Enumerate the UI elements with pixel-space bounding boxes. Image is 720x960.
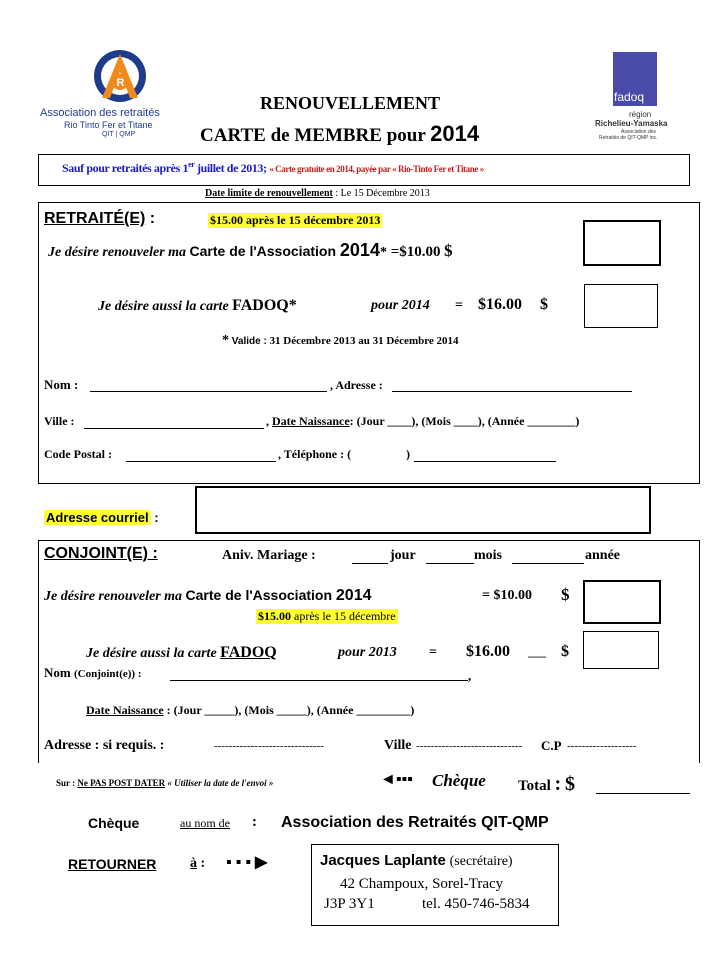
retraite-naissance: , Date Naissance: (Jour ____), (Mois ____), (Année ________) [266, 414, 580, 428]
retraite-postal-label: Code Postal : [44, 447, 112, 461]
payment-total-field[interactable] [596, 792, 690, 794]
payment-total-dollar: $ [564, 773, 575, 795]
conjoint-cp-field[interactable]: ------------------- [567, 740, 637, 752]
retraite-fadoq-line [98, 297, 297, 315]
conjoint-renew-prefix: Je désire renouveler ma [44, 589, 186, 604]
retourner-colon: : [200, 856, 206, 871]
title-year: 2014 [430, 121, 480, 146]
conjoint-renew-year: 2014 [335, 587, 372, 604]
conjoint-late-price [256, 609, 398, 624]
retraite-fadoq-price: $16.00 [478, 296, 522, 313]
conjoint-naissance [86, 703, 414, 718]
courriel-label-text: Adresse courriel [46, 510, 149, 525]
association-logo [40, 48, 200, 140]
conjoint-fadoq-year: pour 2013 [338, 645, 397, 660]
deadline [205, 188, 430, 199]
retraite-validity [222, 333, 459, 349]
retraite-fadoq-year: pour 2014 [371, 298, 430, 313]
conjoint-ville-label: Ville [384, 738, 412, 753]
retourner-arrow-icon: ▪ ▪ ▪ ▶ [226, 854, 268, 871]
conjoint-aniv: Aniv. Mariage : [222, 548, 316, 563]
payment-arrow-icon: ◄▪▪▪ [380, 771, 413, 788]
courriel-field[interactable] [195, 486, 651, 534]
notice-part1: Sauf pour retraités après 1 [62, 161, 189, 175]
retraite-ville-label: Ville : [44, 414, 75, 428]
address-role: (secrétaire) [449, 854, 513, 869]
conjoint-heading: CONJOINT(E) : [44, 545, 158, 562]
retraite-postal-field[interactable] [126, 460, 276, 462]
address-tel: tel. 450-746-5834 [422, 896, 530, 912]
conjoint-annee: année [585, 548, 620, 563]
fadoq-region: région [629, 110, 652, 119]
conjoint-aniv-mois-field[interactable] [426, 562, 474, 564]
address-name-line [320, 852, 513, 870]
address-name: Jacques Laplante [320, 852, 446, 869]
payment-total [518, 773, 575, 796]
conjoint-fadoq-dash: ___ [528, 645, 546, 659]
retraite-renew-price: =$10.00 [386, 244, 441, 260]
conjoint-fadoq-amount-box[interactable] [583, 631, 659, 669]
retraite-heading [44, 210, 155, 228]
conjoint-renew-price: = $10.00 [482, 588, 532, 603]
cheque-payee: Association des Retraités QIT-QMP [281, 814, 549, 831]
conjoint-fadoq-eq: = [429, 645, 437, 660]
fadoq-assoc-name: Retraités de QIT-QMP inc. [599, 135, 658, 141]
logo-subtitle: Rio Tinto Fer et Titane [64, 120, 153, 130]
retourner-a-text: à [190, 856, 197, 871]
validity-value: 31 Décembre 2013 au 31 Décembre 2014 [266, 335, 459, 347]
conjoint-aniv-jour-field[interactable] [352, 562, 388, 564]
retraite-renew-card: Carte de l'Association [189, 243, 340, 259]
deadline-value: : Le 15 Décembre 2013 [332, 188, 430, 199]
retraite-fadoq-eq: = [455, 298, 463, 313]
retourner-label: RETOURNER [68, 856, 157, 872]
conjoint-aniv-annee-field[interactable] [512, 562, 584, 564]
payment-cheque: Chèque [432, 771, 486, 790]
fadoq-logo [585, 52, 695, 142]
retraite-fadoq-name: FADOQ* [232, 297, 297, 314]
retraite-renew-star: * [379, 245, 387, 260]
conjoint-nom-field[interactable] [170, 679, 468, 681]
conjoint-nom-comma: , [468, 668, 472, 683]
payment-total-label: Total [518, 778, 551, 794]
retraite-renew-prefix: Je désire renouveler ma [48, 245, 190, 260]
address-street: 42 Champoux, Sorel-Tracy [340, 876, 504, 892]
fadoq-region-name: Richelieu-Yamaska [595, 119, 668, 128]
retraite-nom-label: Nom : [44, 377, 79, 392]
retraite-late-price: $15.00 après le 15 décembre 2013 [210, 213, 381, 227]
conjoint-fadoq-name: FADOQ [220, 644, 277, 661]
logo-code: QIT | QMP [102, 131, 136, 138]
title-carte [200, 121, 479, 147]
conjoint-fadoq-prefix: Je désire aussi la carte [86, 646, 221, 661]
deadline-label: Date limite de renouvellement [205, 188, 333, 199]
address-postal: J3P 3Y1 [324, 896, 375, 912]
conjoint-mois: mois [474, 548, 502, 563]
conjoint-naissance-fields[interactable]: : (Jour _____), (Mois _____), (Année _________) [166, 703, 415, 717]
conjoint-jour: jour [390, 548, 416, 563]
conjoint-cp-label: C.P [541, 738, 562, 753]
conjoint-renew-amount-box[interactable] [583, 580, 661, 624]
courriel-colon: : [154, 510, 159, 525]
retraite-renew-year: 2014 [339, 240, 380, 260]
title-renouvellement: RENOUVELLEMENT [260, 93, 441, 113]
retraite-fadoq-amount-box[interactable] [584, 284, 658, 328]
conjoint-fadoq-price: $16.00 [466, 643, 510, 660]
retraite-adresse-field[interactable] [392, 390, 632, 392]
retourner-a [190, 856, 205, 872]
retraite-nom-field[interactable] [90, 390, 327, 392]
notice-part2: juillet de 2013; [194, 161, 270, 175]
payment-note [56, 778, 273, 788]
retraite-tel-label: , Téléphone : ( [278, 447, 352, 461]
cheque-au-nom: au nom de [180, 816, 230, 830]
fadoq-logo-icon [613, 52, 657, 106]
conjoint-renew-dollar: $ [561, 585, 570, 604]
conjoint-nom [44, 665, 141, 681]
fadoq-assoc: Association des [621, 129, 657, 135]
retraite-naissance-fields[interactable]: : (Jour ____), (Mois ____), (Année ________) [349, 414, 580, 428]
logo-letter: R [116, 77, 125, 89]
retraite-heading-text: RETRAITÉ(E) [44, 210, 146, 227]
conjoint-adresse-label: Adresse : si requis. : [44, 738, 165, 753]
notice-sup: er [188, 160, 195, 169]
notice-text [62, 160, 484, 176]
conjoint-renew-card: Carte de l'Association [185, 587, 336, 603]
courriel-label [44, 510, 159, 525]
conjoint-late-price-text: après le 15 décembre [291, 609, 396, 623]
payment-utiliser: « Utiliser la date de l'envoi » [167, 778, 274, 788]
retraite-ville-field[interactable] [84, 427, 264, 429]
retraite-tel-field[interactable] [414, 460, 556, 462]
conjoint-nom-label: Nom [44, 665, 71, 680]
conjoint-renew-line [44, 587, 372, 605]
notice-part3: « Carte gratuite en 2014, payée par « Rio-Tinto Fer et Titane » [269, 164, 484, 174]
retraite-fadoq-dollar: $ [540, 296, 548, 313]
cheque-label: Chèque [88, 815, 140, 831]
conjoint-fadoq-line [86, 644, 277, 662]
cheque-colon: : [252, 814, 257, 830]
retraite-renew-dollar: $ [444, 241, 453, 260]
logo-title: Association des retraités [40, 107, 160, 119]
conjoint-late-price-value: $15.00 [258, 609, 291, 623]
retraite-naissance-label: Date Naissance [272, 414, 350, 428]
retraite-fadoq-prefix: Je désire aussi la carte [98, 299, 233, 314]
payment-sur: Sur : [56, 778, 76, 788]
title-carte-text: CARTE de MEMBRE pour [200, 125, 431, 146]
fadoq-name: fadoq [614, 90, 645, 104]
retraite-renew-line [48, 240, 453, 261]
conjoint-nom-sub: (Conjoint(e)) : [73, 668, 142, 680]
retraite-renew-amount-box[interactable] [583, 220, 661, 266]
conjoint-ville-field[interactable]: ----------------------------- [416, 740, 523, 752]
conjoint-naissance-label: Date Naissance [86, 703, 164, 717]
association-logo-icon [90, 48, 150, 104]
payment-total-colon: : [554, 773, 562, 795]
conjoint-fadoq-dollar: $ [561, 643, 569, 660]
retraite-heading-colon: : [149, 210, 156, 227]
validity-label: Valide : [229, 336, 267, 347]
conjoint-adresse-field[interactable]: ------------------------------ [214, 740, 324, 752]
retraite-tel-paren: ) [406, 447, 410, 461]
payment-ne-pas: Ne PAS POST DATER [77, 778, 166, 788]
retraite-adresse-label: , Adresse : [330, 378, 383, 392]
validity-star: * [222, 333, 229, 348]
